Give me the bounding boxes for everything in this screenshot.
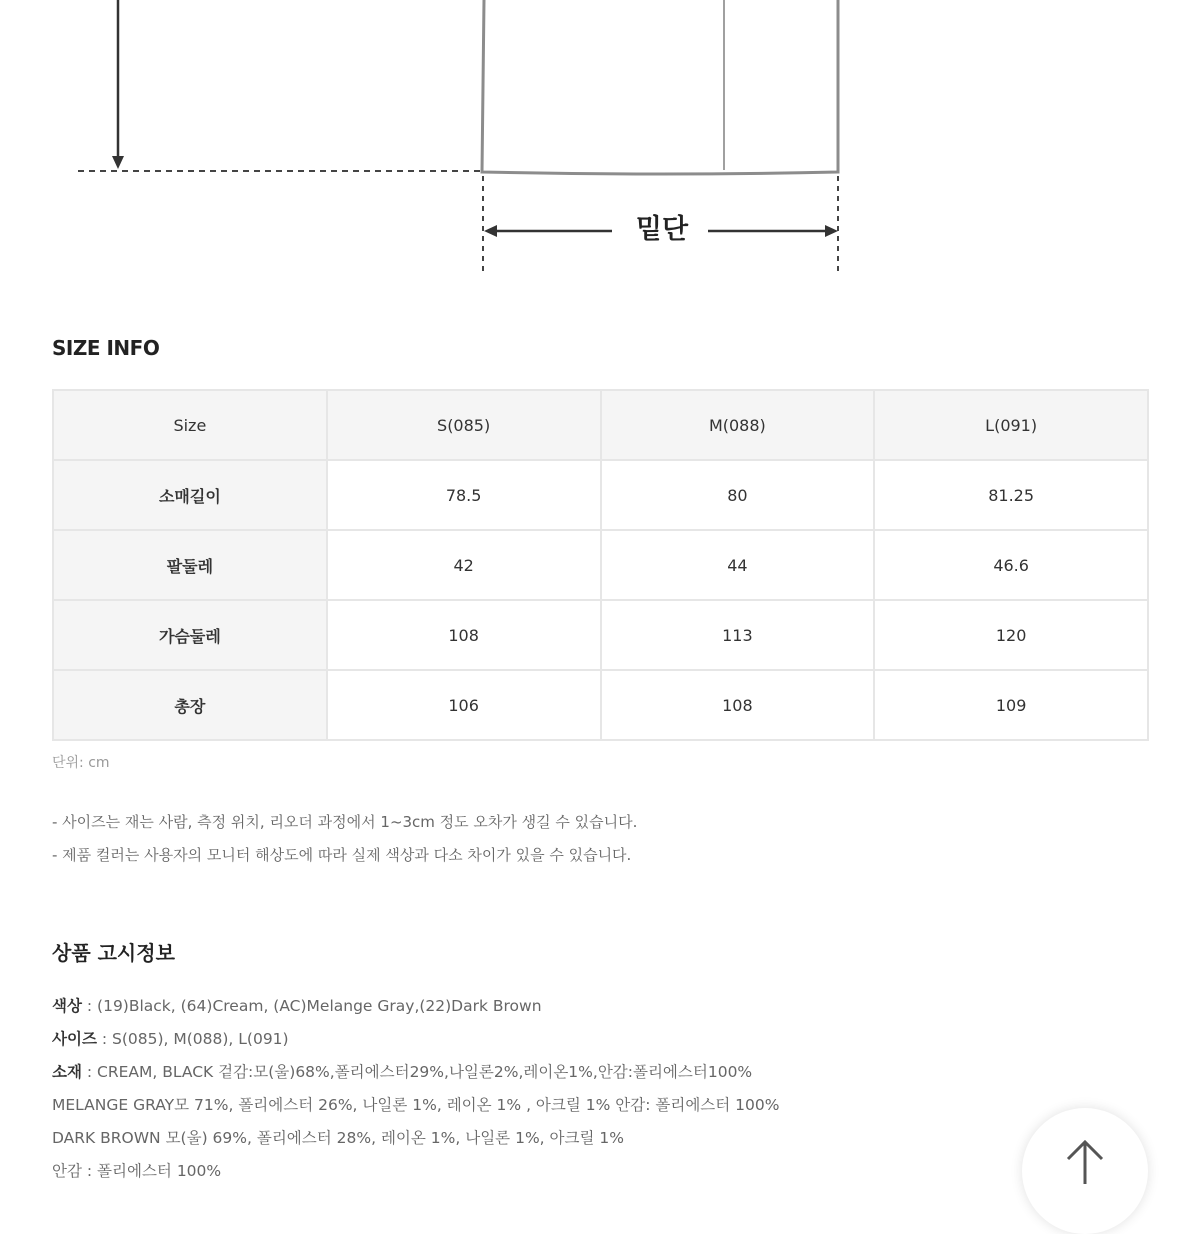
row-label: 가슴둘레 — [53, 600, 327, 670]
spec-color — [52, 990, 779, 1023]
spec-value: : CREAM, BLACK 겉감:모(울)68%,폴리에스터29%,나일론2%,레이온1%,안감:폴리에스터100% — [81, 1063, 753, 1081]
header-size: Size — [53, 390, 327, 460]
hem-arrow-right-head — [825, 225, 838, 237]
table-row — [53, 670, 1148, 740]
spec-value: : S(085), M(088), L(091) — [96, 1030, 289, 1048]
header-l: L(091) — [874, 390, 1148, 460]
table-row — [53, 460, 1148, 530]
header-m: M(088) — [601, 390, 875, 460]
garment-diagram-svg — [0, 0, 1200, 290]
product-specs — [52, 990, 779, 1188]
garment-diagram — [0, 0, 1200, 290]
size-notes — [52, 806, 637, 872]
hem-label: 밑단 — [622, 207, 702, 246]
spec-material-line: 안감 : 폴리에스터 100% — [52, 1162, 222, 1180]
spec-size — [52, 1023, 779, 1056]
spec-material — [52, 1056, 779, 1089]
table-cell: 106 — [327, 670, 601, 740]
product-notice-title: 상품 고시정보 — [52, 941, 175, 965]
spec-material-line: MELANGE GRAY모 71%, 폴리에스터 26%, 나일론 1%, 레이온 1% , 아크릴 1% 안감: 폴리에스터 100% — [52, 1096, 780, 1114]
table-cell: 42 — [327, 530, 601, 600]
garment-outline — [482, 0, 838, 174]
table-cell: 46.6 — [874, 530, 1148, 600]
unit-note: 단위: cm — [52, 755, 110, 771]
table-cell: 113 — [601, 600, 875, 670]
table-cell: 109 — [874, 670, 1148, 740]
size-note: - 제품 컬러는 사용자의 모니터 해상도에 따라 실제 색상과 다소 차이가 있을 수 있습니다. — [52, 846, 632, 864]
length-arrow-head — [112, 156, 124, 169]
size-note: - 사이즈는 재는 사람, 측정 위치, 리오더 과정에서 1~3cm 정도 오차가 생길 수 있습니다. — [52, 813, 638, 831]
row-label: 소매길이 — [53, 460, 327, 530]
table-row — [53, 600, 1148, 670]
table-cell: 78.5 — [327, 460, 601, 530]
spec-key: 사이즈 — [52, 1030, 97, 1048]
hem-arrow-left-head — [484, 225, 497, 237]
table-cell: 108 — [601, 670, 875, 740]
table-cell: 81.25 — [874, 460, 1148, 530]
table-row — [53, 530, 1148, 600]
header-s: S(085) — [327, 390, 601, 460]
spec-key: 소재 — [52, 1063, 82, 1081]
spec-value: : (19)Black, (64)Cream, (AC)Melange Gray,(22)Dark Brown — [81, 997, 542, 1015]
row-label: 총장 — [53, 670, 327, 740]
row-label: 팔둘레 — [53, 530, 327, 600]
size-info-title: SIZE INFO — [52, 336, 160, 360]
table-cell: 120 — [874, 600, 1148, 670]
size-table-header-row — [53, 390, 1148, 460]
table-cell: 44 — [601, 530, 875, 600]
table-cell: 80 — [601, 460, 875, 530]
size-table — [52, 389, 1149, 741]
spec-material-line: DARK BROWN 모(울) 69%, 폴리에스터 28%, 레이온 1%, 나일론 1%, 아크릴 1% — [52, 1129, 624, 1147]
spec-key: 색상 — [52, 997, 82, 1015]
scroll-top-button[interactable] — [1022, 1108, 1148, 1234]
table-cell: 108 — [327, 600, 601, 670]
arrow-up-icon — [1065, 1138, 1105, 1186]
